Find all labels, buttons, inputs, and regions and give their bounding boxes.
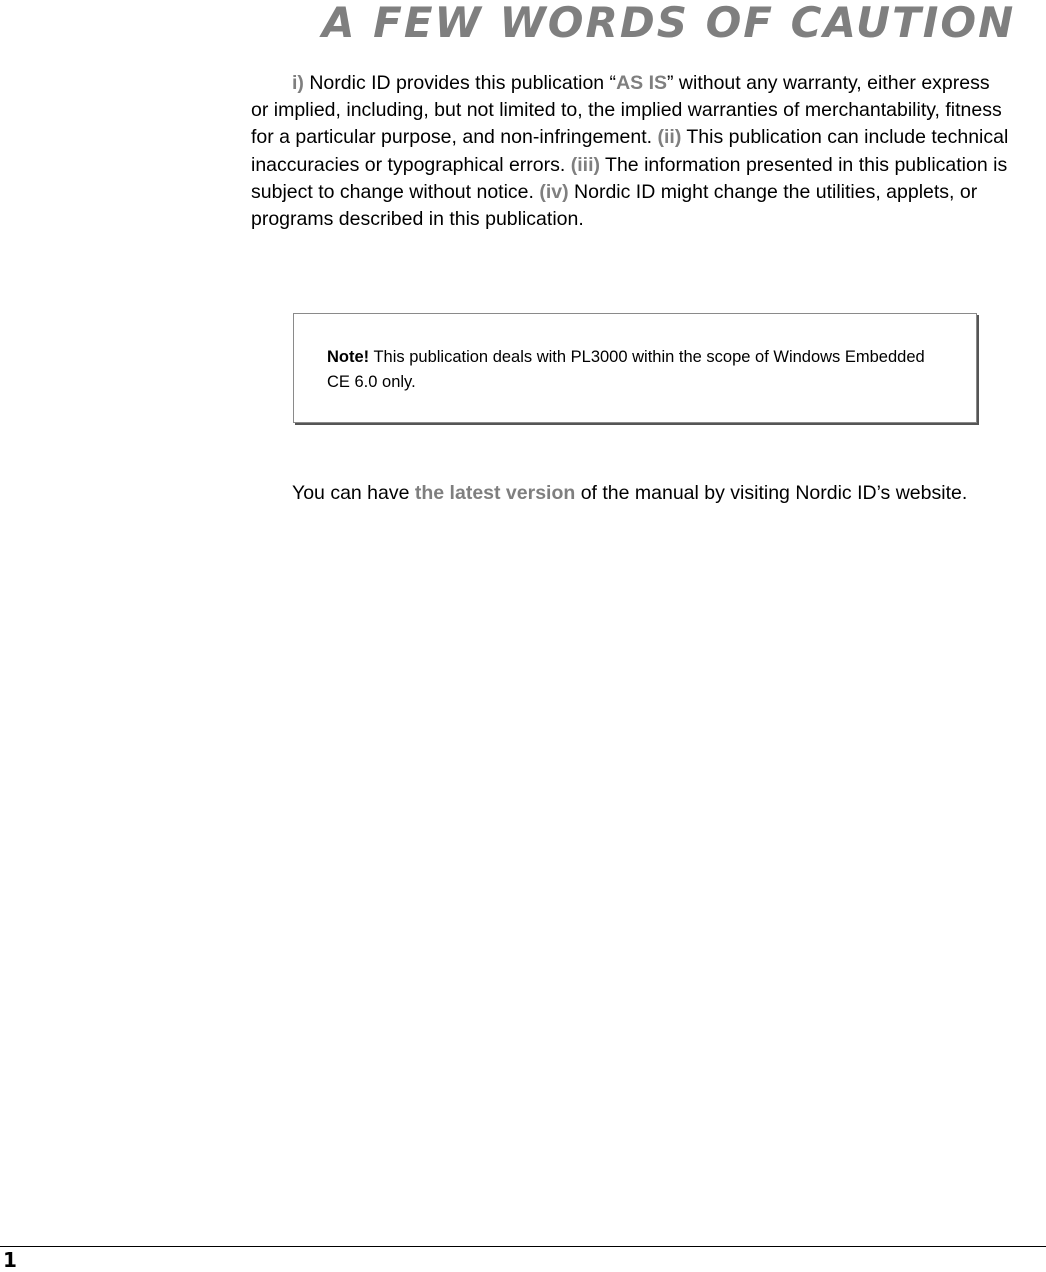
note-text [327,345,947,395]
latest-text-after: of the manual by visiting Nordic ID’s website. [575,482,968,504]
marker-ii: (ii) [657,126,682,149]
latest-version-link[interactable]: the latest version [414,482,576,504]
note-box [293,313,977,423]
caution-text-4: The information presented in this publication is subject to change without notice. [251,153,1008,203]
latest-version-line [292,480,967,507]
caution-text-1: Nordic ID provides this publication “ [303,72,617,94]
marker-iii: (iii) [570,153,600,176]
note-body: This publication deals with PL3000 within the scope of Windows Embedded CE 6.0 only. [327,348,925,391]
caution-text-5: Nordic ID might change the utilities, applets, or programs described in this publication. [251,180,978,231]
caution-paragraph [251,70,1011,233]
page-number: 1 [3,1248,17,1272]
note-label: Note! [327,348,370,366]
caution-text-3: This publication can include technical inaccuracies or typographical errors. [251,126,1009,176]
as-is-highlight: AS IS [616,72,667,94]
footer-divider [0,1246,1046,1247]
marker-iv: (iv) [539,180,569,203]
latest-text-before: You can have [292,482,415,504]
page-title: A FEW WORDS OF CAUTION [322,0,1016,47]
caution-text-2: ” without any warranty, either express or implied, including, but not limited to, the implied warranties of merchantability, fitness for a particular purpose, and non-infringement. [251,72,1002,149]
marker-i: i) [292,72,304,94]
